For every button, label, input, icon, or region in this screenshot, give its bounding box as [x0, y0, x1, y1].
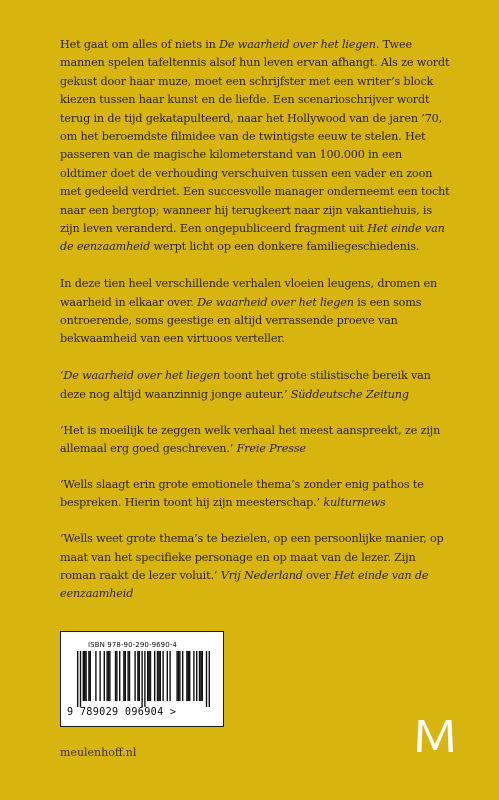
barcode-bar: [162, 651, 163, 701]
barcode-bar: [188, 651, 189, 701]
barcode-bar: [85, 651, 86, 701]
barcode-bar: [116, 651, 117, 701]
barcode-bar: [123, 651, 124, 701]
barcode-bar: [109, 651, 110, 701]
barcode-bar: [200, 651, 201, 701]
publisher-website: meulenhoff.nl: [60, 746, 137, 759]
barcode-bar: [99, 651, 100, 701]
barcode-bar: [77, 651, 78, 707]
barcode-bar: [148, 651, 149, 701]
review-quote-3: ‘Wells slaagt erin grote emotionele thema’s zonder enig pathos te bespreken. Hierin toont hij zijn meesterschap.’ kulturnews: [60, 477, 424, 510]
barcode-bar: [134, 651, 135, 701]
barcode-bar: [186, 651, 187, 701]
barcode-bar: [119, 651, 120, 701]
barcode-bar: [167, 651, 168, 701]
barcode-bar: [106, 651, 107, 701]
barcode-bar: [206, 651, 207, 707]
barcode-bar: [209, 651, 210, 707]
barcode-bar: [137, 651, 138, 701]
barcode-bar: [129, 651, 130, 701]
barcode-bar: [176, 651, 177, 701]
barcode-bar: [83, 651, 84, 701]
back-cover-text: [60, 36, 450, 621]
barcode-bar: [179, 651, 180, 701]
review-quote-4: ‘Wells weet grote thema’s te bezielen, op een persoonlijke manier, op maat van het specifieke personage en op maat van de lezer. Zijn roman raakt de lezer voluit.’ Vrij Nederland over Het einde van de eenzaamheid: [60, 532, 444, 601]
barcode-bar: [104, 651, 105, 701]
barcode-bar: [90, 651, 91, 701]
barcode-bar: [196, 651, 197, 701]
synopsis-paragraph-2: In deze tien heel verschillende verhalen vloeien leugens, dromen en waarheid in elkaar over. De waarheid over het liegen is een soms ontroerende, soms geestige en altijd verrassende proeve van bekwaamheid van een virtuoos verteller.: [60, 277, 438, 346]
barcode-bar: [154, 651, 155, 701]
barcode-bars: [71, 651, 215, 707]
barcode-bar: [169, 651, 170, 701]
barcode-bar: [150, 651, 151, 701]
review-quote-1: ‘De waarheid over het liegen toont het grote stilistische bereik van deze nog altijd waanzinnig jonge auteur.’ Süddeutsche Zeitung: [60, 369, 431, 401]
barcode-bar: [182, 651, 183, 701]
barcode-bar: [80, 651, 81, 707]
barcode-bar: [125, 651, 126, 701]
barcode-bar: [189, 651, 190, 701]
barcode-bar: [84, 651, 85, 701]
barcode-bar: [199, 651, 200, 701]
barcode-bar: [178, 651, 179, 701]
barcode-bar: [139, 651, 140, 701]
isbn-barcode: [60, 631, 224, 727]
barcode-digits: 9 789029 096904 >: [67, 707, 177, 718]
barcode-bar: [144, 651, 145, 707]
barcode-bar: [202, 651, 203, 701]
barcode-bar: [160, 651, 161, 701]
barcode-bar: [157, 651, 158, 701]
barcode-bar: [88, 651, 89, 701]
barcode-bar: [115, 651, 116, 701]
barcode-bar: [141, 651, 142, 707]
barcode-bar: [147, 651, 148, 701]
barcode-bar: [108, 651, 109, 701]
synopsis-paragraph-1: Het gaat om alles of niets in De waarheid over het liegen. Twee mannen spelen tafeltennis alsof hun leven ervan afhangt. Als ze wordt gekust door haar muze, moet een schrijfster met een writer’s block kiezen tussen haar kunst en de liefde. Een scenarioschrijver wordt terug in de tijd gekatapulteerd, naar het Hollywood van de jaren ’70, om het beroemdste filmidee van de twintigste eeuw te stelen. Het passeren van de magische kilometerstand van 100.000 in een oldtimer doet de verhouding verschuiven tussen een vader en zoon met gedeeld verdriet. Een succesvolle manager onderneemt een tocht naar een bergtop; wanneer hij terugkeert naar zijn vakantiehuis, is zijn leven veranderd. Een ongepubliceerd fragment uit Het einde van de eenzaamheid werpt licht op een donkere familiegeschiedenis.: [60, 38, 450, 254]
barcode-bar: [158, 651, 159, 701]
barcode-bar: [193, 651, 194, 701]
review-quote-2: ‘Het is moeilijk te zeggen welk verhaal het meest aanspreekt, ze zijn allemaal erg goed geschreven.’ Freie Presse: [60, 423, 441, 456]
barcode-bar: [95, 651, 96, 701]
isbn-label: ISBN 978-90-290-9690-4: [88, 641, 177, 649]
barcode-bar: [127, 651, 128, 701]
meulenhoff-m-logo: [415, 718, 455, 754]
